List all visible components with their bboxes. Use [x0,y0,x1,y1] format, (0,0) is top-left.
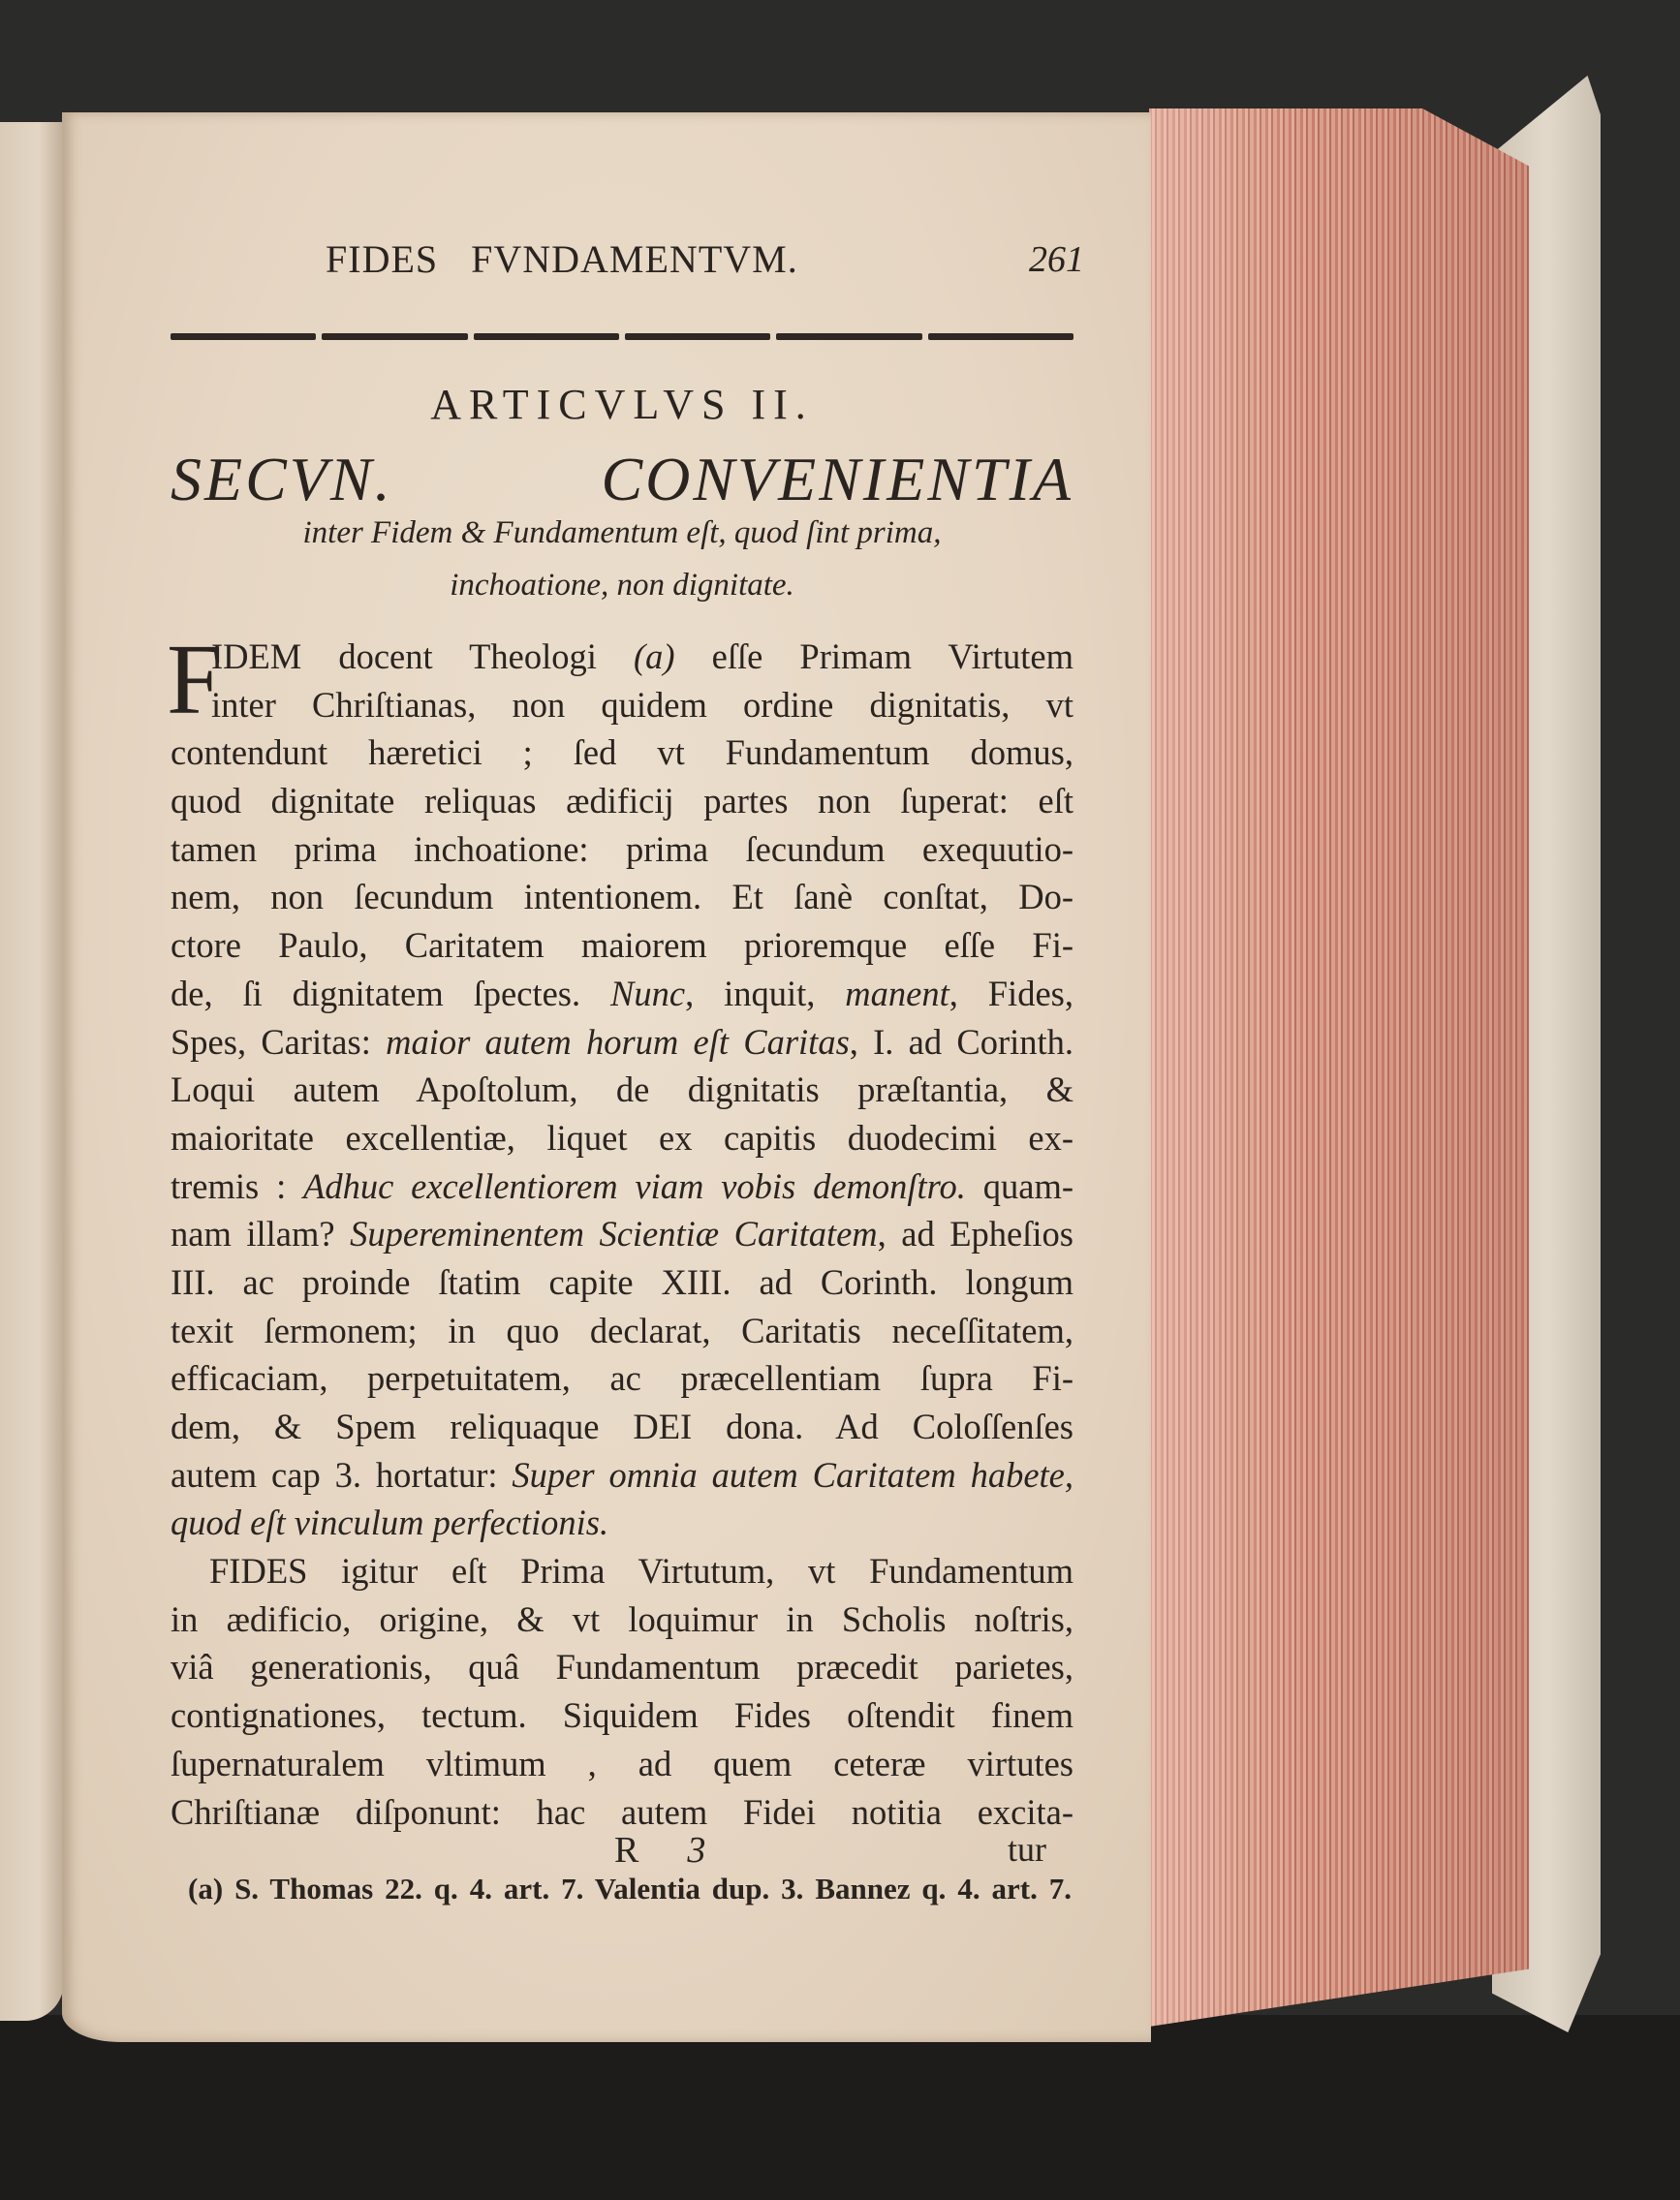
body-text [171,633,1073,1836]
text-segment: in ædificio, origine, & vt loquimur in Scholis noſtris, [171,1598,1073,1639]
text-segment: dem, & Spem reliquaque [171,1407,634,1446]
signature-mark [614,1829,705,1872]
signature-letter: R [614,1830,639,1871]
text-segment: , ad Epheſios [877,1214,1073,1255]
text-segment: IDEM [211,636,302,676]
text-segment: DEI [633,1407,693,1446]
text-segment: inter Chriſtianas, non quidem ordine dignitatis, vt [211,684,1073,725]
text-segment: quam- [965,1165,1074,1206]
ornamental-rule [171,333,1073,340]
italic-text: quod eſt vinculum perfectionis. [171,1503,609,1543]
text-segment: , I. ad Corinth. [849,1021,1074,1062]
text-line [171,681,1073,729]
signature-number: 3 [687,1830,706,1871]
text-segment: dona. Ad Coloſſenſes [692,1407,1073,1446]
text-line [171,1596,1073,1644]
subtitle-line: inchoatione, non dignitate. [450,568,794,603]
text-segment: FIDES [209,1551,308,1592]
italic-text: Super omnia autem Caritatem habete, [512,1454,1073,1495]
text-line [171,633,1073,681]
text-segment: viâ generationis, quâ Fundamentum præcedit parietes, [171,1647,1073,1688]
text-segment: Spes, Caritas: [171,1021,387,1062]
text-line [171,1210,1073,1258]
italic-text: (a) [633,636,675,676]
text-segment: tamen prima inchoatione: prima ſecundum exequutio- [171,828,1073,869]
running-head [326,236,798,282]
text-line [171,1643,1073,1691]
text-segment: de, ſi dignitatem ſpectes. [171,973,611,1013]
left-page-edge [0,122,64,2021]
italic-text: Supereminentem Scientiæ Caritatem [350,1214,878,1255]
running-head-right: FVNDAMENTVM. [471,237,798,281]
text-segment: autem cap 3. hortatur: [171,1454,513,1495]
text-line [171,825,1073,874]
text-line [171,1691,1073,1740]
text-segment: , Fides, [949,973,1073,1013]
text-line [171,921,1073,970]
text-segment: quod dignitate reliquas ædificij partes non ſuperat: eſt [171,781,1073,821]
drop-cap: F [167,624,223,735]
italic-text: maior autem horum eſt Caritas [386,1021,850,1062]
text-line [171,1258,1073,1307]
catchword: tur [1008,1830,1046,1869]
text-segment: contignationes, tectum. Siquidem Fides oſtendit finem [171,1695,1073,1736]
text-segment: maioritate excellentiæ, liquet ex capitis duodecimi ex- [171,1117,1073,1158]
italic-text: manent [845,973,949,1013]
text-segment: efficaciam, perpetuitatem, ac præcellentiam ſupra Fi- [171,1358,1073,1399]
text-segment: docent Theologi [301,636,634,676]
red-fore-edge [1149,108,1529,2027]
text-segment: tremis : [171,1165,304,1206]
text-segment: III. ac proinde ſtatim capite XIII. ad Corinth. longum [171,1261,1073,1302]
text-line [171,873,1073,921]
text-line [171,1499,1073,1547]
text-line [171,1066,1073,1114]
text-line [171,1354,1073,1403]
text-line [171,970,1073,1018]
background-shadow [0,2015,1680,2200]
text-line [171,1307,1073,1355]
text-line [171,1403,1073,1451]
text-line [171,777,1073,825]
text-segment: Chriſtianæ diſponunt: hac autem Fidei notitia excita- [171,1791,1073,1832]
text-line [171,1451,1073,1500]
text-line [171,728,1073,777]
text-line [171,1547,1073,1596]
italic-text: Nunc [610,973,686,1013]
text-line [171,1162,1073,1211]
text-segment: Loqui autem Apoſtolum, de dignitatis præſtantia, & [171,1069,1073,1110]
text-segment: nam illam? [171,1214,351,1255]
text-line [171,1740,1073,1788]
page-number: 261 [1029,239,1084,280]
subtitle-line: inter Fidem & Fundamentum eſt, quod ſint prima, [302,515,942,550]
text-segment: igitur eſt Prima Virtutum, vt Fundamentum [307,1551,1073,1592]
text-segment: texit ſermonem; in quo declarat, Caritatis neceſſitatem, [171,1310,1073,1350]
footnote: (a) S. Thomas 22. q. 4. art. 7. Valentia dup. 3. Bannez q. 4. art. 7. [188,1872,1072,1906]
text-segment: eſſe Primam Virtutem [674,636,1073,676]
section-title [171,444,1073,515]
text-segment: contendunt hæretici ; ſed vt Fundamentum domus, [171,732,1073,773]
text-segment: ctore Paulo, Caritatem maiorem prioremque eſſe Fi- [171,925,1073,966]
text-segment: ſupernaturalem vltimum , ad quem ceteræ virtutes [171,1743,1073,1783]
text-segment: , inquit, [685,973,846,1013]
running-head-left: FIDES [326,237,439,281]
article-heading: ARTICVLVS II. [430,381,814,428]
text-segment: nem, non ſecundum intentionem. Et ſanè conſtat, Do- [171,877,1073,917]
text-line [171,1114,1073,1162]
title-word-2: CONVENIENTIA [601,445,1073,513]
title-word-1: SECVN. [171,445,393,513]
italic-text: Adhuc excellentiorem viam vobis demonſtro. [303,1165,966,1206]
text-line [171,1018,1073,1067]
